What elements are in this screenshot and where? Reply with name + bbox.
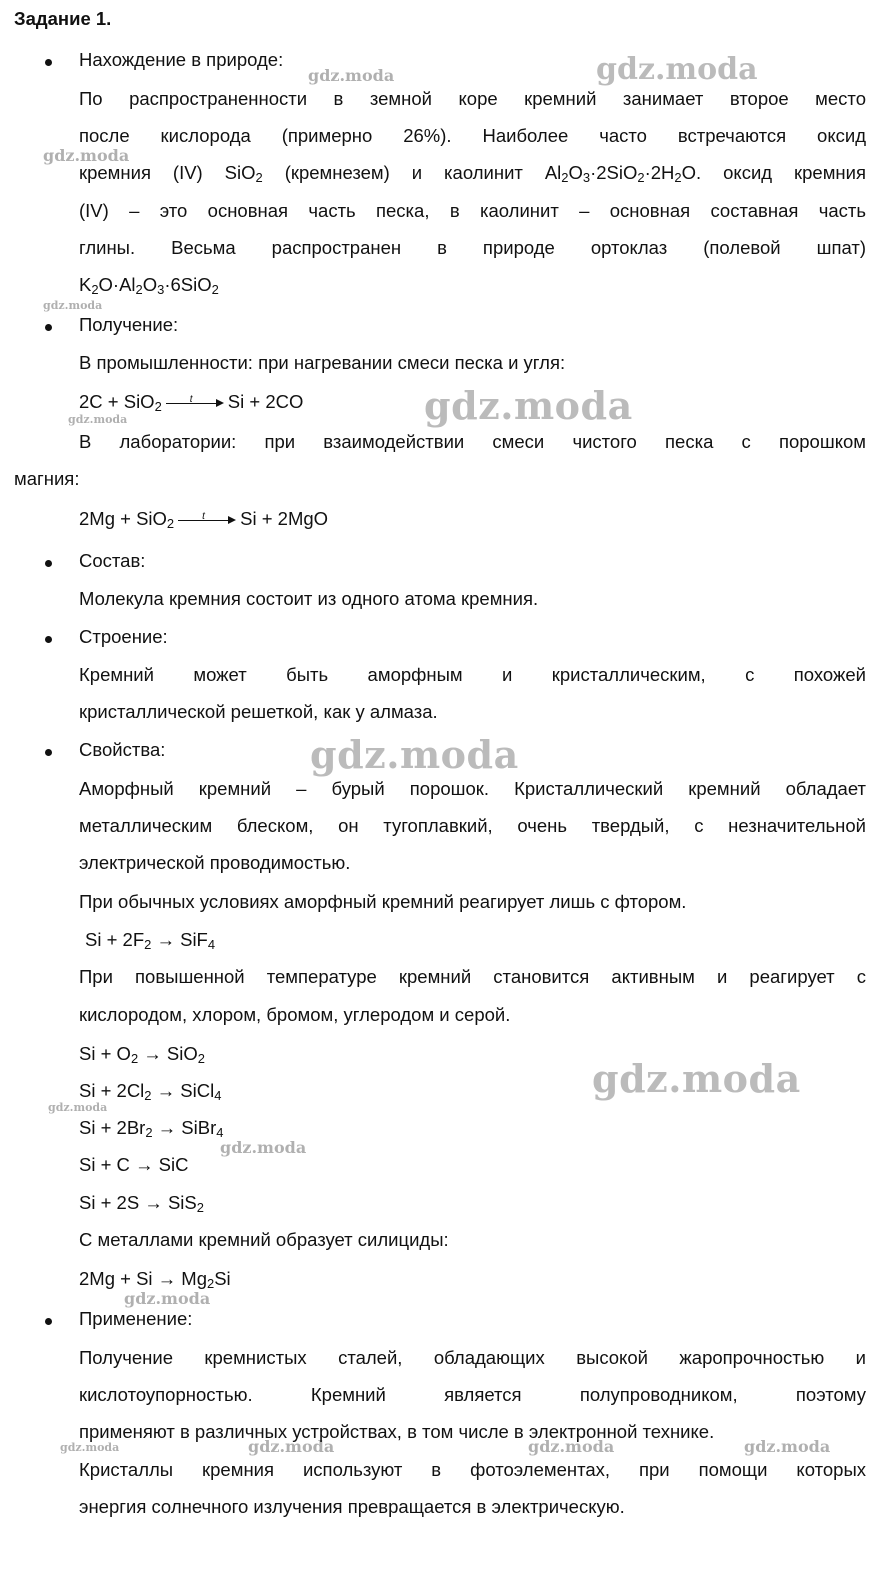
- watermark: gdz.moda: [43, 146, 130, 165]
- paragraph-line: кислотоупорностью. Кремний является полупроводником, поэтому: [79, 1384, 866, 1405]
- paragraph-line: В лаборатории: при взаимодействии смеси чистого песка с порошком: [79, 431, 866, 452]
- watermark: gdz.moda: [248, 1437, 335, 1456]
- paragraph-line: кристаллической решеткой, как у алмаза.: [79, 701, 438, 722]
- paragraph-line: При обычных условиях аморфный кремний реагирует лишь с фтором.: [79, 891, 687, 912]
- paragraph-line: глины. Весьма распространен в природе ортоклаз (полевой шпат): [79, 237, 866, 258]
- watermark: gdz.moda: [310, 732, 519, 777]
- watermark: gdz.moda: [744, 1437, 831, 1456]
- paragraph-line-formula: кремния (IV) SiO$_2$ (кремнезем) и каолинит $Al_2O_3\cdot 2SiO_2\cdot 2H_2O$. оксид кремния: [79, 162, 866, 185]
- equation-laboratory: 2Mg + SiO$_2$ t Si + 2MgO: [79, 508, 329, 531]
- equation-industrial: 2C + SiO$_2$ t Si + 2CO: [79, 391, 304, 414]
- equation-bromine: $Si + 2Br_2$ → SiBr$_4$: [79, 1117, 224, 1140]
- watermark: gdz.moda: [592, 1056, 801, 1101]
- bullet-marker: [43, 318, 55, 330]
- bullet-marker: [43, 53, 55, 65]
- watermark: gdz.moda: [68, 413, 128, 426]
- equation-carbon: Si + C → SiC: [79, 1154, 189, 1175]
- bullet-marker: [43, 554, 55, 566]
- watermark: gdz.moda: [43, 299, 103, 312]
- paragraph-line: электрической проводимостью.: [79, 852, 351, 873]
- watermark: gdz.moda: [124, 1289, 211, 1308]
- paragraph-line: Аморфный кремний – бурый порошок. Кристаллический кремний обладает: [79, 778, 866, 799]
- watermark: gdz.moda: [48, 1101, 108, 1114]
- watermark: gdz.moda: [220, 1138, 307, 1157]
- paragraph-line: после кислорода (примерно 26%). Наиболее часто встречаются оксид: [79, 125, 866, 146]
- watermark: gdz.moda: [424, 383, 633, 428]
- section-heading-composition: Состав:: [79, 550, 146, 571]
- paragraph-line: С металлами кремний образует силициды:: [79, 1229, 449, 1250]
- paragraph-line: Кремний может быть аморфным и кристаллическим, с похожей: [79, 664, 866, 685]
- paragraph-line: Молекула кремния состоит из одного атома кремния.: [79, 588, 539, 609]
- paragraph-line: По распространенности в земной коре кремний занимает второе место: [79, 88, 866, 109]
- paragraph-line: магния:: [14, 468, 80, 489]
- heating-arrow-icon: t: [166, 397, 224, 409]
- watermark: gdz.moda: [596, 52, 758, 87]
- task-title: Задание 1.: [14, 8, 112, 29]
- paragraph-line: Кристаллы кремния используют в фотоэлементах, при помощи которых: [79, 1459, 866, 1480]
- bullet-marker: [43, 630, 55, 642]
- section-heading-obtaining: Получение:: [79, 314, 179, 335]
- paragraph-line: В промышленности: при нагревании смеси песка и угля:: [79, 352, 566, 373]
- paragraph-line: применяют в различных устройствах, в том числе в электронной технике.: [79, 1421, 715, 1442]
- paragraph-line: кислородом, хлором, бромом, углеродом и серой.: [79, 1004, 511, 1025]
- equation-magnesium: $2Mg + Si \to Mg_2Si$: [79, 1268, 231, 1291]
- paragraph-line: Получение кремнистых сталей, обладающих высокой жаропрочностью и: [79, 1347, 866, 1368]
- paragraph-line: (IV) – это основная часть песка, в каолинит – основная составная часть: [79, 200, 866, 221]
- heating-arrow-icon: t: [178, 514, 236, 526]
- section-heading-properties: Свойства:: [79, 739, 166, 760]
- watermark: gdz.moda: [308, 66, 395, 85]
- section-heading-nature: Нахождение в природе:: [79, 49, 284, 70]
- bullet-marker: [43, 1312, 55, 1324]
- section-heading-structure: Строение:: [79, 626, 168, 647]
- equation-fluorine: $Si + 2F_2 \to SiF_4$: [85, 929, 216, 952]
- bullet-marker: [43, 743, 55, 755]
- section-heading-application: Применение:: [79, 1308, 193, 1329]
- watermark: gdz.moda: [528, 1437, 615, 1456]
- equation-oxygen: $Si + O_2 \to SiO_2$: [79, 1043, 205, 1066]
- paragraph-line: При повышенной температуре кремний становится активным и реагирует с: [79, 966, 866, 987]
- equation-chlorine: $Si + 2Cl_2$ → SiCl$_4$: [79, 1080, 222, 1103]
- paragraph-line: металлическим блеском, он тугоплавкий, очень твердый, с незначительной: [79, 815, 866, 836]
- paragraph-line: энергия солнечного излучения превращается в электрическую.: [79, 1496, 625, 1517]
- equation-sulfur: Si + 2S → SiS$_2$: [79, 1192, 204, 1215]
- formula-orthoclase: $K_2O\cdot Al_2O_3\cdot 6SiO_2$: [79, 274, 219, 297]
- watermark: gdz.moda: [60, 1441, 120, 1454]
